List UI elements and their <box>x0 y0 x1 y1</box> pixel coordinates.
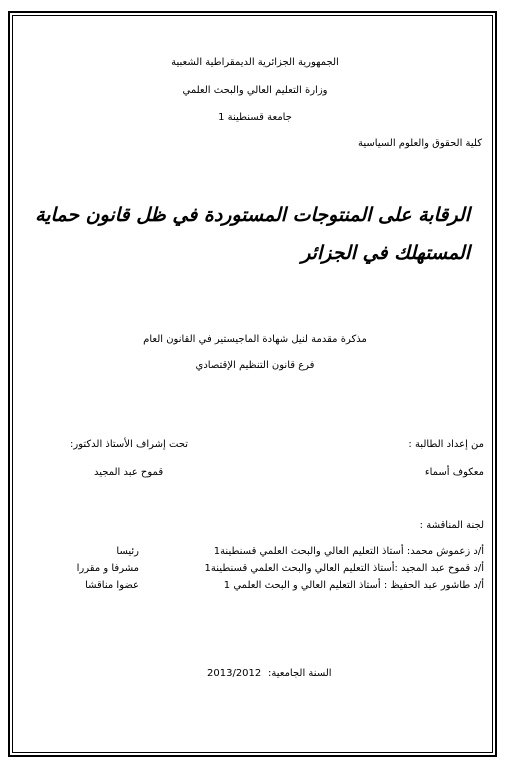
committee-member-2: أ/د قموح عبد المجيد :أستاذ التعليم العالي والبحث العلمي قسنطينة1 <box>204 563 484 574</box>
page-border-inner <box>12 15 493 753</box>
thesis-degree: مذكرة مقدمة لنيل شهادة الماجيستير في القانون العام <box>143 334 367 345</box>
student-label: من إعداد الطالبة : <box>408 439 484 450</box>
supervisor-name: قموح عبد المجيد <box>94 467 164 478</box>
committee-role-1: رئيسا <box>116 546 139 557</box>
student-name: معكوف أسماء <box>424 467 484 478</box>
faculty-name: كلية الحقوق والعلوم السياسية <box>358 138 482 149</box>
committee-member-1: أ/د زعموش محمد: أستاذ التعليم العالي والبحث العلمي قسنطينة1 <box>213 546 484 557</box>
academic-year-value: 2013/2012 <box>207 668 262 679</box>
academic-year-label: السنة الجامعية: <box>268 668 332 679</box>
thesis-title: الرقابة على المنتوجات المستوردة في ظل قانون حماية المستهلك في الجزائر <box>35 204 470 264</box>
thesis-branch: فرع قانون التنظيم الإقتصادي <box>195 360 315 371</box>
supervisor-label: تحت إشراف الأستاذ الدكتور: <box>70 439 189 450</box>
committee-role-2: مشرفا و مقررا <box>76 563 139 574</box>
committee-role-3: عضوا مناقشا <box>85 580 139 591</box>
committee-label: لجنة المناقشة : <box>419 520 484 531</box>
university-name: جامعة قسنطينة 1 <box>218 112 292 123</box>
committee-member-3: أ/د طاشور عبد الحفيظ : أستاذ التعليم العالي و البحث العلمي 1 <box>223 580 484 591</box>
republic-name: الجمهورية الجزائرية الديمقراطية الشعبية <box>171 57 339 68</box>
ministry-name: وزارة التعليم العالي والبحث العلمي <box>182 85 328 96</box>
